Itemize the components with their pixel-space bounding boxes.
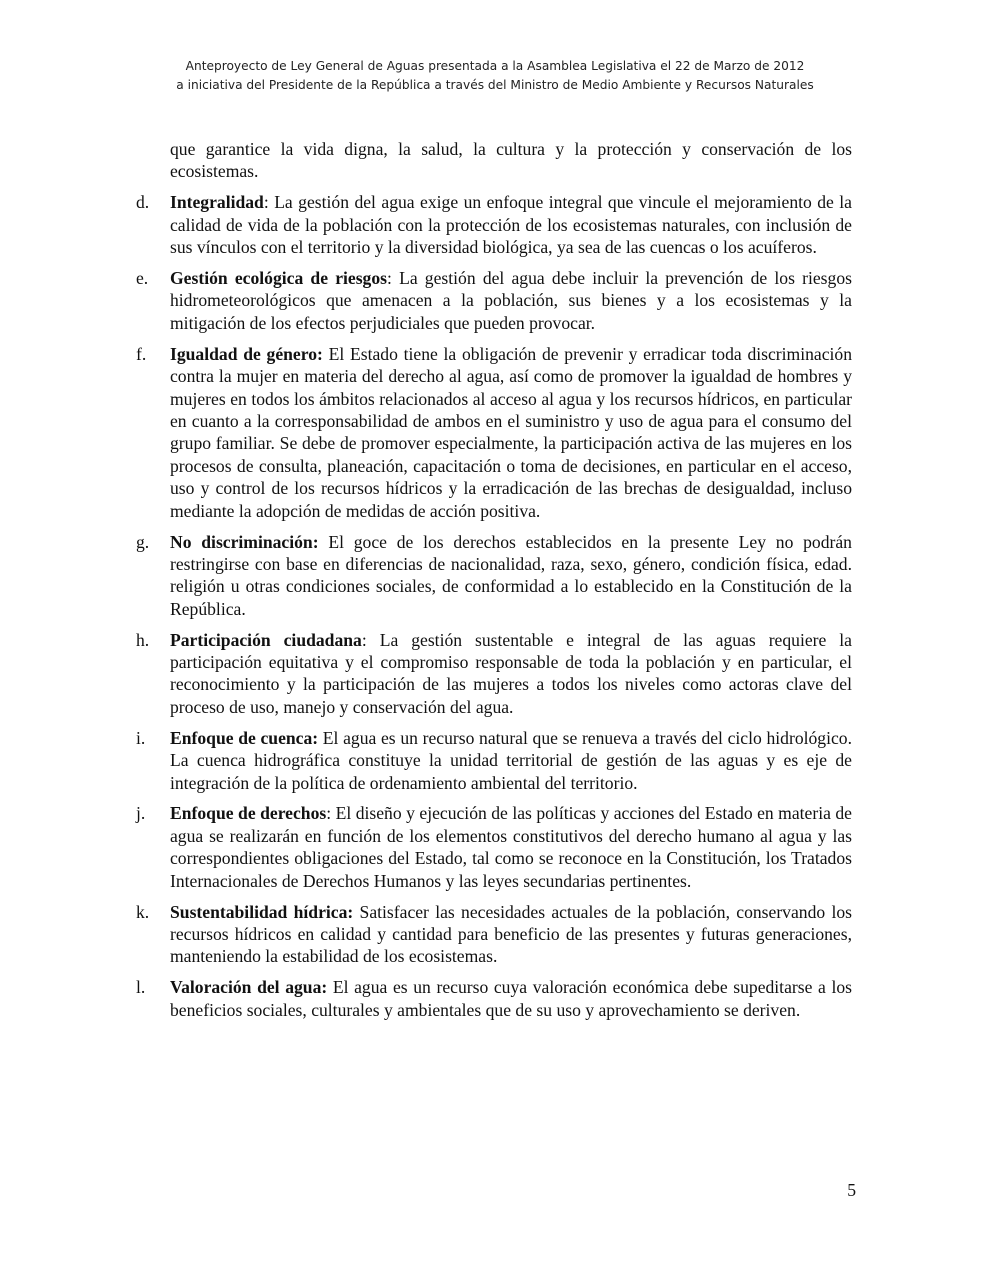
list-item-d	[136, 191, 852, 258]
list-marker: i.	[136, 727, 146, 748]
list-item-text	[170, 901, 852, 968]
list-item-text	[170, 267, 852, 334]
list-item-text	[170, 531, 852, 621]
item-term: Participación ciudadana	[170, 629, 362, 650]
item-term: No discriminación:	[170, 531, 319, 552]
header-line-2: a iniciativa del Presidente de la República a través del Ministro de Medio Ambiente y Recursos Naturales	[176, 78, 814, 92]
list-item-k	[136, 901, 852, 968]
item-description: El Estado tiene la obligación de prevenir y erradicar toda discriminación contra la mujer en materia del derecho al agua, así como de promover la igualdad de hombres y mujeres en todos los ámbitos relacionados al acceso al agua y los recursos hídricos, en particular en cuanto a la corresponsabilidad de ambos en el suministro y uso de agua para el consumo del grupo familiar. Se debe de promover especialmente, la participación activa de las mujeres en los procesos de consulta, planeación, capacitación o toma de decisiones, en particular en el acceso, uso y control de los recursos hídricos y la erradicación de las brechas de desigualdad, incluso mediante la adopción de medidas de acción positiva.	[170, 343, 852, 521]
item-description: El agua es un recurso natural que se renueva a través del ciclo hidrológico. La cuenca hidrográfica constituye la unidad territorial de gestión de las aguas y es eje de integración de la política de ordenamiento ambiental del territorio.	[170, 727, 852, 793]
item-term: Valoración del agua:	[170, 977, 328, 998]
header-line-1: Anteproyecto de Ley General de Aguas presentada a la Asamblea Legislativa el 22 de Marzo de 2012	[185, 59, 805, 73]
item-description: : El diseño y ejecución de las políticas y acciones del Estado en materia de agua se realizarán en función de los elementos constitutivos del derecho humano al agua y las correspondientes obligaciones del Estado, tal como se reconoce en la Constitución, los Tratados Internacionales de Derechos Humanos y las leyes secundarias pertinentes.	[170, 803, 852, 891]
list-item-f	[136, 343, 852, 522]
item-description: Satisfacer las necesidades actuales de la población, conservando los recursos hídricos en calidad y cantidad para beneficio de las presentes y futuras generaciones, manteniendo la estabilidad de los ecosistemas.	[170, 901, 852, 967]
list-item-l	[136, 976, 852, 1021]
item-description: El goce de los derechos establecidos en la presente Ley no podrán restringirse con base en diferencias de nacionalidad, raza, sexo, género, condición física, edad. religión u otras condiciones sociales, de conformidad a lo establecido en la Constitución de la República.	[170, 531, 852, 619]
item-description: : La gestión del agua exige un enfoque integral que vincule el mejoramiento de la calidad de vida de la población con la protección de los ecosistemas naturales, con inclusión de sus vínculos con el territorio y la diversidad biológica, ya sea de las cuencas o los acuíferos.	[170, 192, 852, 258]
list-item-i	[136, 727, 852, 794]
item-term: Sustentabilidad hídrica:	[170, 901, 354, 922]
item-term: Gestión ecológica de riesgos	[170, 268, 387, 289]
list-item-e	[136, 267, 852, 334]
list-item-text	[170, 727, 852, 794]
list-item-text	[170, 191, 852, 258]
item-term: Enfoque de derechos	[170, 803, 327, 824]
item-description: : La gestión del agua debe incluir la prevención de los riesgos hidrometeorológicos que amenacen a la población, sus bienes y a los ecosistemas y la mitigación de los efectos perjudiciales que pueden provocar.	[170, 268, 852, 333]
list-marker: g.	[136, 531, 150, 552]
body-content	[136, 138, 852, 1030]
list-item-text	[170, 343, 852, 522]
item-term: Enfoque de cuenca:	[170, 727, 319, 748]
page-number: 5	[847, 1180, 856, 1200]
list-item-h	[136, 629, 852, 719]
list-marker: d.	[136, 192, 150, 213]
item-term: Igualdad de género:	[170, 343, 323, 364]
list-marker: e.	[136, 268, 149, 289]
list-marker: h.	[136, 629, 150, 650]
list-item-text	[170, 802, 852, 892]
list-marker: f.	[136, 343, 147, 364]
running-header	[0, 57, 990, 95]
list-marker: l.	[136, 977, 146, 998]
continuation-paragraph: que garantice la vida digna, la salud, la cultura y la protección y conservación de los ecosistemas.	[170, 139, 852, 182]
list-marker: j.	[136, 803, 146, 824]
item-term: Integralidad	[170, 192, 264, 213]
list-marker: k.	[136, 901, 150, 922]
list-item-text	[170, 629, 852, 719]
list-item-text	[170, 976, 852, 1021]
item-description: El agua es un recurso cuya valoración económica debe supeditarse a los beneficios sociales, culturales y ambientales que de su uso y aprovechamiento se deriven.	[170, 977, 852, 1020]
item-description: : La gestión sustentable e integral de las aguas requiere la participación equitativa y el compromiso responsable de toda la población y en particular, el reconocimiento y la participación de las mujeres a todos los niveles como actoras clave del proceso de uso, manejo y conservación del agua.	[170, 629, 852, 717]
list-item-j	[136, 802, 852, 892]
list-item-g	[136, 531, 852, 621]
